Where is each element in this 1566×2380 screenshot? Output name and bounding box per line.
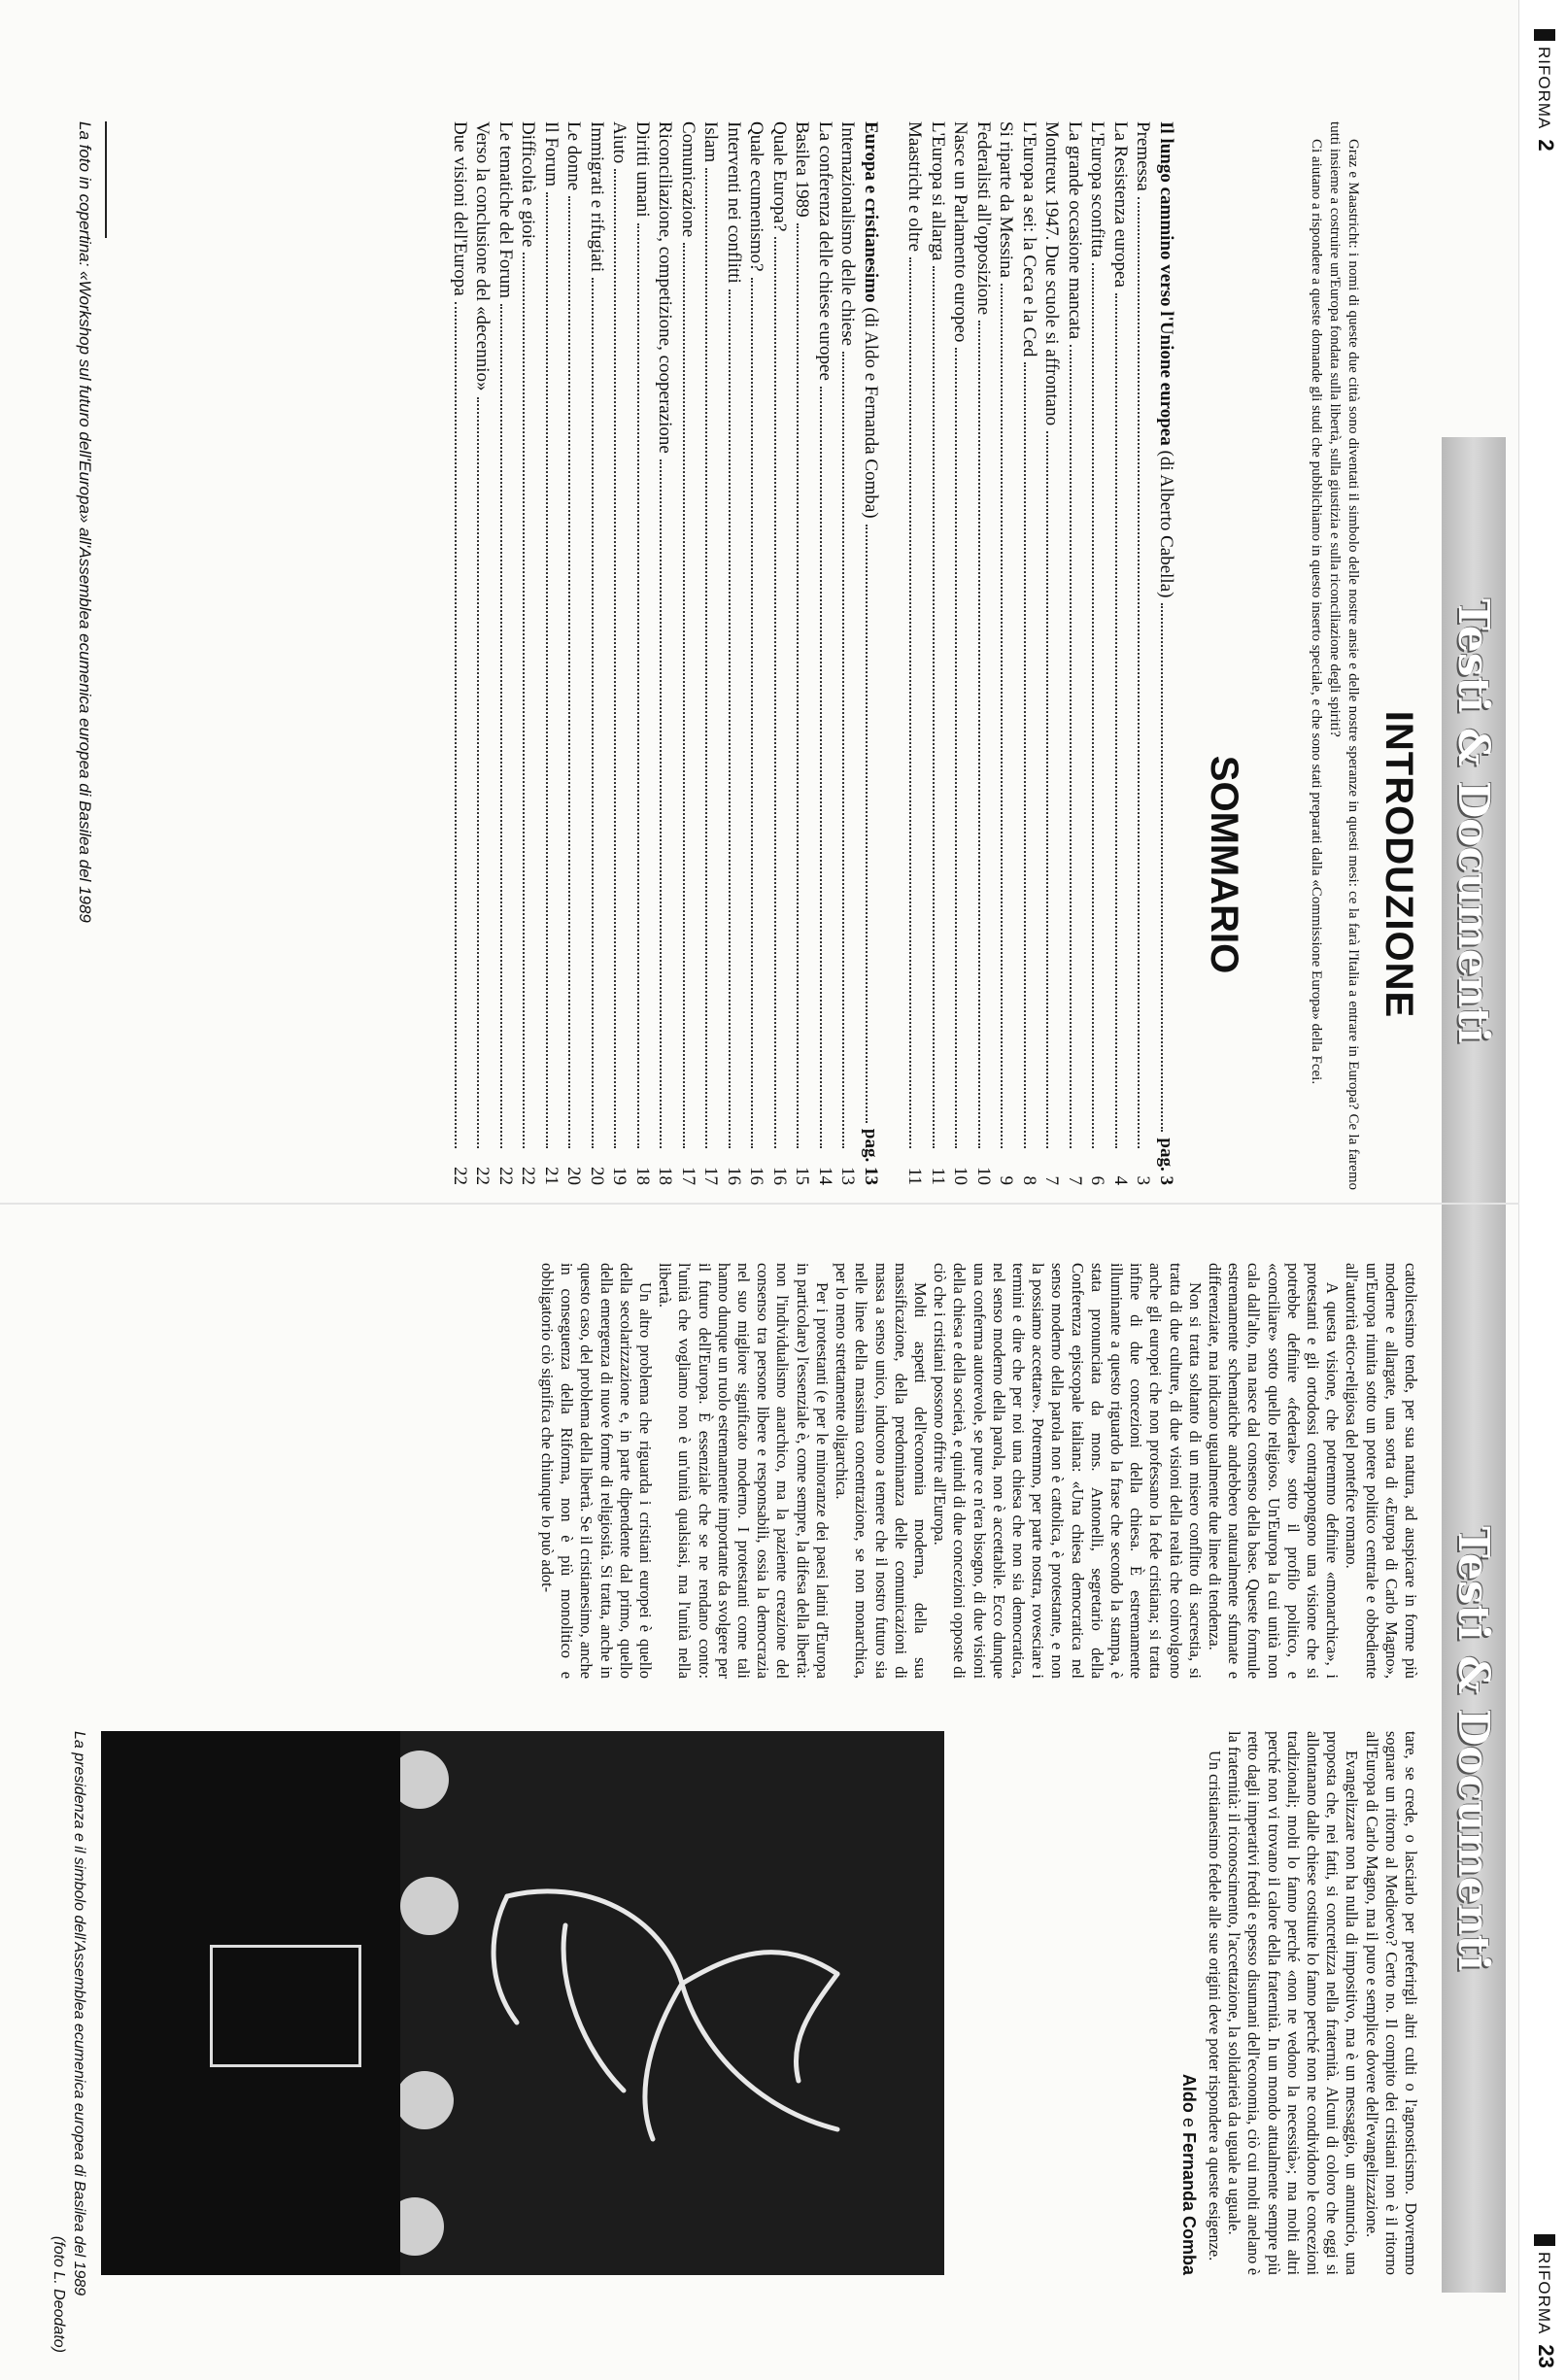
toc-item-label: L'Europa sconfitta — [1087, 121, 1108, 258]
toc-leader-dots — [1047, 431, 1049, 1148]
toc-item-page: 17 — [700, 1167, 722, 1185]
toc-item-page: 18 — [655, 1167, 676, 1185]
toc-item-label: Nasce un Parlamento europeo — [950, 121, 971, 343]
toc-item-page: 22 — [472, 1167, 494, 1185]
toc-item-label: Il Forum — [541, 121, 562, 187]
toc-part-heading: Europa e cristianesimo (di Aldo e Fernanda Comba) pag. 13 — [861, 121, 881, 1185]
toc-item-label: Verso la conclusione del «decennio» — [472, 121, 494, 391]
toc-item — [699, 121, 723, 1185]
person — [395, 2071, 454, 2129]
toc-leader-dots — [661, 459, 663, 1148]
intro-text — [1307, 121, 1362, 1190]
toc-item-page: 7 — [1041, 1175, 1063, 1185]
toc-item-label: Comunicazione — [678, 121, 698, 238]
toc-item-label: Maastricht e oltre — [904, 121, 926, 253]
toc-leader-dots — [798, 223, 800, 1148]
toc-leader-dots — [706, 168, 708, 1148]
toc-item — [949, 121, 972, 1185]
photo-caption: La presidenza e il simbolo dell'Assemblea ecumenica europea di Basilea del 1989 (foto L. Deodato) — [51, 1731, 87, 2353]
toc-item-label: Quale Europa? — [769, 121, 790, 232]
toc-leader-dots — [933, 266, 935, 1148]
toc-item-page: 20 — [587, 1167, 607, 1185]
toc-item-label: Diritti umani — [632, 121, 653, 218]
toc-item-page: 16 — [746, 1167, 767, 1185]
toc-item-label: Federalisti all'opposizione — [973, 121, 994, 316]
toc-item-label: Immigrati e rifugiati — [587, 121, 607, 273]
left-page-number: 2 — [1534, 139, 1558, 152]
cover-photo-note: La foto in copertina: «Workshop sul futuro dell'Europa» all'Assemblea ecumenica europea di Basilea del 1989 — [76, 121, 94, 923]
toc-leader-dots — [637, 223, 639, 1148]
toc-item-page: 19 — [609, 1167, 630, 1185]
toc-item — [540, 121, 563, 1185]
toc-item-label: La grande occasione mancata — [1065, 121, 1085, 340]
toc-item-label: Islam — [700, 121, 722, 163]
toc-leader-dots — [843, 352, 845, 1148]
toc-item — [494, 121, 518, 1185]
toc-leader-dots — [978, 321, 980, 1148]
toc-item-label: Le donne — [563, 121, 585, 191]
toc-leader-dots — [1070, 345, 1072, 1148]
toc-item-page: 8 — [1019, 1175, 1039, 1185]
toc-item-page: 11 — [928, 1167, 948, 1185]
toc-item — [903, 121, 927, 1185]
toc-item-page: 20 — [563, 1167, 585, 1185]
intro-title: INTRODUZIONE — [1378, 710, 1420, 1019]
toc-item-page: 7 — [1065, 1175, 1085, 1185]
toc-item-label: Internazionalismo delle chiese — [837, 121, 859, 347]
toc-item-label: Premessa — [1133, 121, 1154, 191]
toc-item-label: Riconciliazione, competizione, cooperazione — [655, 121, 676, 454]
toc-item — [1018, 121, 1041, 1185]
right-folio: RIFORMA23 — [1533, 2234, 1558, 2368]
toc-item — [1109, 121, 1133, 1185]
dove-symbol-icon — [468, 1838, 876, 2168]
toc-item-label: La Resistenza europea — [1110, 121, 1131, 288]
toc-leader-dots — [524, 253, 526, 1148]
toc-leader-dots — [956, 348, 958, 1148]
toc-item — [995, 121, 1018, 1185]
toc-item-label: Basilea 1989 — [792, 121, 813, 218]
section-banner-left: Testi & Documenti — [1442, 437, 1506, 1205]
toc-leader-dots — [592, 278, 594, 1148]
toc-leader-dots — [455, 302, 457, 1148]
toc-item — [631, 121, 655, 1185]
toc-part2-list — [449, 121, 860, 1185]
toc-item-page: 16 — [769, 1167, 790, 1185]
toc-item — [814, 121, 837, 1185]
toc-leader-dots — [774, 237, 776, 1148]
toc-item-page: 10 — [950, 1167, 971, 1185]
toc-item-label: L'Europa si allarga — [928, 121, 948, 261]
article-column-2: tare, se crede, o lasciarlo per preferirgli altri culti o l'agnosticismo. Dovremmo sognare un ritorno al Medioevo? Certo no. Il compito dei cristiani non è il ritorno all'Europa di Carlo Magno, ma il puro e semplice dovere dell'evangelizzazione. Evangelizzare non ha nulla di impositivo, ma è un messaggio, un annuncio, una proposta che, nei fatti, si concretizza nella fraternità. Alcuni di coloro che oggi si allontanano dalle chiese costituite lo fanno perché non ne condividono le concezioni tradizionali; molti lo fanno perché «non ne vedono la necessità»; ma molti altri perché non vi trovano il calore della fraternità. In un mondo attualmente sempre più retto dagli imperativi freddi e spesso disumani dell'economia, ciò cui molti anelano è la fraternità: il riconoscimento, l'accettazione, la solidarietà da uguale a uguale. Un cristianesimo fedele alle sue origini deve poter rispondere a queste esigenze. Aldo e Fernanda Comba — [1178, 1731, 1420, 2275]
page-gutter — [0, 1203, 1519, 1205]
toc-item — [1086, 121, 1109, 1185]
article-signature: Aldo e Fernanda Comba — [1178, 2073, 1199, 2275]
intro-paragraph: Graz e Maastricht: i nomi di queste due città sono diventati il simbolo delle nostre ansie e delle nostre speranze in questi mesi: ce la farà l'Italia a entrare in Europa? Ce la faremo tutti insieme a costruire un'Europa fondata sulla libertà, sulla giustizia e sulla riconciliazione degli spiriti? — [1327, 121, 1361, 1190]
toc-leader-dots — [546, 192, 548, 1148]
toc-item-page: 9 — [996, 1175, 1017, 1185]
toc-item — [723, 121, 746, 1185]
toc-item — [517, 121, 540, 1185]
toc-leader-dots — [500, 304, 502, 1148]
toc-leader-dots — [820, 387, 822, 1148]
toc-item-page: 22 — [450, 1167, 470, 1185]
toc-part1-list — [903, 121, 1155, 1185]
toc-item — [1132, 121, 1155, 1185]
toc-item-label: Si riparte da Messina — [996, 121, 1017, 278]
toc-leader-dots — [752, 278, 754, 1148]
toc-item-page: 14 — [815, 1167, 835, 1185]
toc-leader-dots — [729, 289, 731, 1148]
toc-item-page: 6 — [1087, 1175, 1108, 1185]
toc-item — [927, 121, 950, 1185]
toc-item — [1040, 121, 1064, 1185]
intro-paragraph: Ci aiutano a rispondere a queste domande gli studi che pubblichiamo in questo inserto speciale, e che sono stati preparati dalla «Commissione Europa» della Fcei. — [1309, 139, 1324, 1085]
toc-item-page: 15 — [792, 1167, 813, 1185]
toc-item-page: 4 — [1110, 1175, 1131, 1185]
folio-mark-icon — [1534, 29, 1555, 41]
toc-leader-dots — [1115, 293, 1117, 1148]
article-column-1: cattolicesimo tende, per sua natura, ad auspicare in forme più moderne e allargate, una sorta di «Europa di Carlo Magno», un'Europa riunita sotto un potere politico centrale e obbediente all'autorità etico-religiosa del pontefice romano. A questa visione, che potremmo definire «monarchica», i protestanti e gli ortodossi contrappongono una visione che si potrebbe definire «federale» sotto il profilo politico, e «conciliare» sotto quello religioso. Un'Europa la cui unità non cala dall'alto, ma nasce dal consenso della base. Queste formule estremamente schematiche andrebbero naturalmente sfumate e differenziate, ma indicano ugualmente due linee di tendenza. Non si tratta soltanto di un misero conflitto di sacrestia, si tratta di due culture, di due visioni della realtà che coinvolgono anche gli europei che non professano la fede cristiana; si tratta infine di due concezioni della chiesa. È estremamente illuminante a questo riguardo la frase che secondo la stampa, è stata pronunciata da mons. Antonelli, segretario della Conferenza episcopale italiana: «Una chiesa democratica nel senso moderno della parola non è cattolica, è protestante, e non la possiamo accettare». Potremmo, per parte nostra, rovesciare i termini e dire che per noi una chiesa che non sia democratica, nel senso moderno della parola, non è accettabile. Ecco dunque una conferma autorevole, se pure ce n'era bisogno, di due visioni della chiesa e della società, e quindi di due concezioni opposte di ciò che i cristiani possono offrire all'Europa. Molti aspetti dell'economia moderna, della sua massificazione, della predominanza delle comunicazioni di massa a senso unico, inducono a temere che il nostro futuro sia nelle linee della massima concentrazione, se non monarchica, per lo meno strettamente oligarchica. Per i protestanti (e per le minoranze dei paesi latini d'Europa in particolare) l'essenziale è, come sempre, la difesa della libertà: non l'individualismo anarchico, ma la paziente creazione del consenso tra persone libere e responsabili, ossia la democrazia nel suo migliore significato moderno. I protestanti come tali hanno dunque un ruolo estremamente importante da svolgere per il futuro dell'Europa. È essenziale che se ne rendano conto: l'unità che vogliamo non è un'unità qualsiasi, ma l'unità nella libertà. Un altro problema che riguarda i cristiani europei è quello della secolarizzazione e, in parte dipendente dal primo, quello della emergenza di nuove forme di religiosità. Si tratta, anche in questo caso, del problema della libertà. Se il cristianesimo, anche in conseguenza della Riforma, non è più monolitico e obbligatorio ciò significa che chiunque lo può adot- — [538, 1263, 1420, 1679]
table-of-contents — [449, 121, 1178, 1185]
toc-item — [471, 121, 494, 1185]
toc-item-page: 3 — [1133, 1175, 1154, 1185]
toc-item-page: 22 — [495, 1167, 516, 1185]
divider — [105, 121, 107, 238]
toc-leader-dots — [683, 243, 685, 1148]
toc-item-page: 11 — [904, 1167, 926, 1185]
toc-leader-dots — [569, 196, 571, 1148]
toc-leader-dots — [1024, 362, 1026, 1148]
sommario-title: SOMMARIO — [1203, 755, 1245, 974]
toc-item — [562, 121, 586, 1185]
toc-leader-dots — [1002, 284, 1004, 1148]
toc-leader-dots — [1139, 197, 1140, 1148]
toc-item-page: 10 — [973, 1167, 994, 1185]
toc-item-label: La conferenza delle chiese europee — [815, 121, 835, 381]
left-folio: RIFORMA2 — [1533, 29, 1558, 152]
toc-leader-dots — [1093, 263, 1095, 1148]
toc-item — [654, 121, 677, 1185]
toc-item-label: Quale ecumenismo? — [746, 121, 767, 272]
toc-leader-dots — [478, 397, 480, 1148]
toc-item — [745, 121, 768, 1185]
assembly-photo — [101, 1731, 944, 2275]
toc-leader-dots — [615, 169, 617, 1148]
toc-item — [836, 121, 860, 1185]
photo-credit: (foto L. Deodato) — [51, 2235, 67, 2353]
person — [400, 1877, 459, 1935]
toc-item — [768, 121, 792, 1185]
toc-part-heading: Il lungo cammino verso l'Unione europea (di Alberto Cabella) pag. 3 — [1156, 121, 1176, 1185]
toc-leader-dots — [910, 257, 912, 1148]
toc-item-label: Aiuto — [609, 121, 630, 164]
toc-item — [1064, 121, 1087, 1185]
toc-item — [449, 121, 472, 1185]
right-page-number: 23 — [1534, 2344, 1558, 2368]
toc-item-page: 17 — [678, 1167, 698, 1185]
toc-item-label: L'Europa a sei: la Ceca e la Ced — [1019, 121, 1039, 357]
toc-item-page: 21 — [541, 1167, 562, 1185]
toc-item-page: 13 — [837, 1167, 859, 1185]
toc-item — [972, 121, 996, 1185]
lectern — [210, 1945, 361, 2067]
toc-item-label: Difficoltà e gioie — [518, 121, 539, 248]
toc-item — [608, 121, 631, 1185]
toc-item-page: 16 — [724, 1167, 744, 1185]
toc-item-label: Interventi nei conflitti — [724, 121, 744, 284]
toc-item-label: Le tematiche del Forum — [495, 121, 516, 299]
toc-item — [586, 121, 609, 1185]
toc-item-page: 18 — [632, 1167, 653, 1185]
toc-item — [791, 121, 814, 1185]
toc-item-label: Due visioni dell'Europa — [450, 121, 470, 296]
toc-item-page: 22 — [518, 1167, 539, 1185]
toc-item — [677, 121, 700, 1185]
folio-mark-icon — [1534, 2234, 1555, 2246]
section-banner-right: Testi & Documenti — [1442, 1205, 1506, 2293]
toc-item-label: Montreux 1947. Due scuole si affrontano — [1041, 121, 1063, 426]
running-header — [1518, 0, 1566, 2380]
